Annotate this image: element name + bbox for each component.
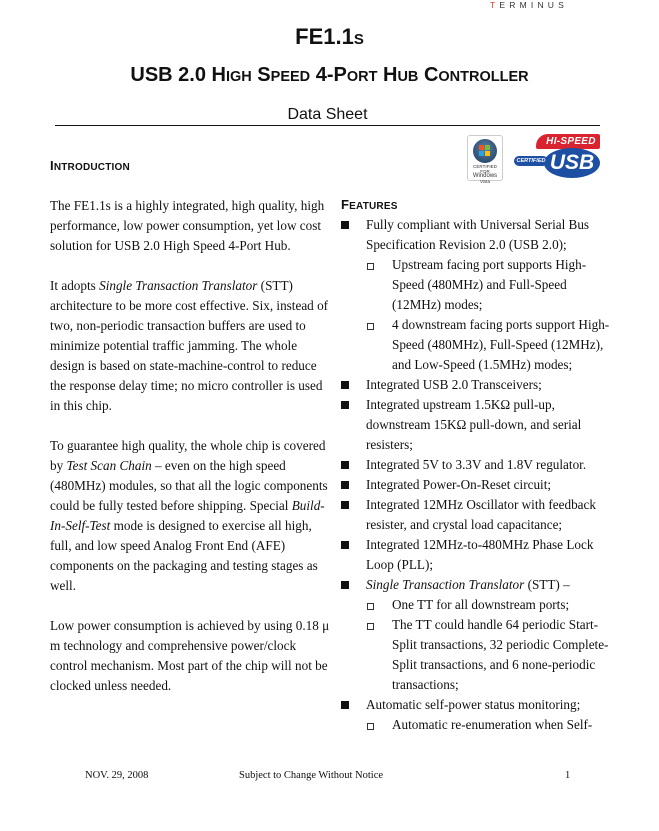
usb-hi-speed-text: HI-SPEED — [546, 136, 596, 147]
filled-square-bullet-icon — [341, 461, 349, 469]
text-run: Upstream facing port supports High-Speed (480MHz) and Full-Speed (12MHz) modes; — [392, 257, 587, 312]
heading-rest: NTRODUCTION — [53, 162, 130, 173]
subtitle-part: IGH — [225, 69, 252, 85]
feature-subitem — [341, 595, 611, 615]
product-title — [0, 24, 659, 50]
doc-type: Data Sheet — [287, 106, 368, 123]
text-run: (STT) – — [524, 577, 570, 592]
feature-item — [341, 215, 611, 255]
windows-vista-certified-logo — [467, 135, 503, 184]
usb-main-text: USB — [549, 151, 595, 174]
text-run: The TT could handle 64 periodic Start-Split transactions, 32 periodic Complete-Split transactions, and 6 none-periodic transactions; — [392, 617, 609, 692]
hollow-square-bullet-icon — [367, 723, 374, 730]
text-run: To guarantee high quality, the whole chip is covered by — [50, 438, 326, 473]
feature-item — [341, 495, 611, 535]
win-logo-line3: Vista — [480, 179, 490, 184]
text-run: Integrated 12MHz-to-480MHz Phase Lock Loop (PLL); — [366, 537, 594, 572]
heading-initial: I — [50, 158, 54, 173]
filled-square-bullet-icon — [341, 541, 349, 549]
text-run: 4 downstream facing ports support High-Speed (480MHz), Full-Speed (12MHz), and Low-Speed (1.5MHz) modes; — [392, 317, 610, 372]
features-list — [341, 215, 611, 735]
text-run: Fully compliant with Universal Serial Bus Specification Revision 2.0 (USB 2.0); — [366, 217, 590, 252]
filled-square-bullet-icon — [341, 501, 349, 509]
subtitle-part: C — [418, 64, 439, 86]
text-run: – even on the high speed (480MHz) modules, so that all the logic components could be fully tested before shipping. Special — [50, 458, 328, 513]
subtitle-part: PEED — [270, 69, 311, 85]
heading-initial: F — [341, 197, 350, 212]
feature-subitem — [341, 315, 611, 375]
terminus-logo — [490, 0, 568, 10]
intro-paragraph — [50, 436, 330, 596]
subtitle-part: 4-P — [310, 64, 347, 86]
filled-square-bullet-icon — [341, 701, 349, 709]
italic-term: Single Transaction Translator — [99, 278, 258, 293]
product-suffix: S — [353, 31, 364, 48]
text-run: Integrated upstream 1.5KΩ pull-up, downstream 15KΩ pull-down, and serial resisters; — [366, 397, 582, 452]
product-main: FE1.1 — [295, 24, 354, 49]
product-subtitle — [0, 64, 659, 87]
text-run: It adopts — [50, 278, 100, 293]
text-run: Automatic re-enumeration when Self- — [392, 717, 593, 732]
text-run: mode is designed to exercise all high, full, and low speed Analog Front End (AFE) components on the packaging and testing stages as well. — [50, 518, 318, 593]
intro-paragraph — [50, 196, 330, 256]
windows-flag-icon — [479, 145, 491, 157]
heading-rest: EATURES — [349, 201, 398, 212]
brand-letter: T — [490, 0, 500, 10]
filled-square-bullet-icon — [341, 481, 349, 489]
feature-item — [341, 375, 611, 395]
text-run: (STT) architecture to be more cost effective. Six, instead of two, non-periodic transaction buffers are used to minimize potential traffic jamming. The whole design is based on state-machine-control to reduce the response delay time; no micro controller is used in this chip. — [50, 278, 329, 413]
intro-paragraph — [50, 276, 330, 416]
hollow-square-bullet-icon — [367, 623, 374, 630]
introduction-body — [50, 196, 330, 716]
filled-square-bullet-icon — [341, 401, 349, 409]
introduction-heading — [50, 158, 130, 173]
title-rule — [55, 125, 600, 126]
feature-item — [341, 455, 611, 475]
subtitle-part: ORT — [346, 69, 378, 85]
text-run: Integrated Power-On-Reset circuit; — [366, 477, 552, 492]
intro-paragraph — [50, 616, 330, 696]
feature-subitem — [341, 715, 611, 735]
hi-speed-usb-certified-logo — [514, 134, 600, 180]
subtitle-part: S — [251, 64, 271, 86]
italic-term: Test Scan Chain — [66, 458, 152, 473]
features-heading — [341, 197, 398, 212]
usb-certified-text: CERTIFIED — [516, 158, 546, 164]
feature-item — [341, 695, 611, 715]
text-run: Integrated 5V to 3.3V and 1.8V regulator. — [366, 457, 587, 472]
hollow-square-bullet-icon — [367, 263, 374, 270]
feature-item — [341, 575, 611, 595]
subtitle-part: UB — [397, 69, 419, 85]
feature-item — [341, 475, 611, 495]
win-logo-line2: Windows — [472, 173, 498, 179]
italic-term: Single Transaction Translator — [366, 577, 525, 592]
footer-date: NOV. 29, 2008 — [85, 770, 149, 781]
text-run: One TT for all downstream ports; — [392, 597, 570, 612]
feature-subitem — [341, 615, 611, 695]
text-run: Integrated 12MHz Oscillator with feedback resister, and crystal load capacitance; — [366, 497, 596, 532]
text-run: Automatic self-power status monitoring; — [366, 697, 581, 712]
filled-square-bullet-icon — [341, 581, 349, 589]
feature-item — [341, 395, 611, 455]
doc-type-row — [55, 104, 600, 126]
filled-square-bullet-icon — [341, 221, 349, 229]
footer-notice: Subject to Change Without Notice — [239, 770, 384, 781]
feature-subitem — [341, 255, 611, 315]
subtitle-part: H — [377, 64, 398, 86]
italic-term: Build-In-Self-Test — [50, 498, 325, 533]
text-run: Integrated USB 2.0 Transceivers; — [366, 377, 542, 392]
hollow-square-bullet-icon — [367, 603, 374, 610]
hollow-square-bullet-icon — [367, 323, 374, 330]
text-run: The FE1.1s is a highly integrated, high quality, high performance, low power consumption, yet low cost solution for USB 2.0 High Speed 4-Port Hub. — [50, 198, 325, 253]
feature-item — [341, 535, 611, 575]
filled-square-bullet-icon — [341, 381, 349, 389]
subtitle-part: USB 2.0 H — [130, 64, 226, 86]
win-logo-line1: CERTIFIED FOR — [473, 164, 497, 174]
brand-rest: ERMINUS — [499, 0, 569, 10]
subtitle-part: ONTROLLER — [438, 69, 529, 85]
page-number: 1 — [565, 770, 571, 781]
text-run: Low power consumption is achieved by using 0.18 μ m technology and comprehensive power/clock control mechanism. Most part of the chip will not be clocked unless needed. — [50, 618, 330, 693]
